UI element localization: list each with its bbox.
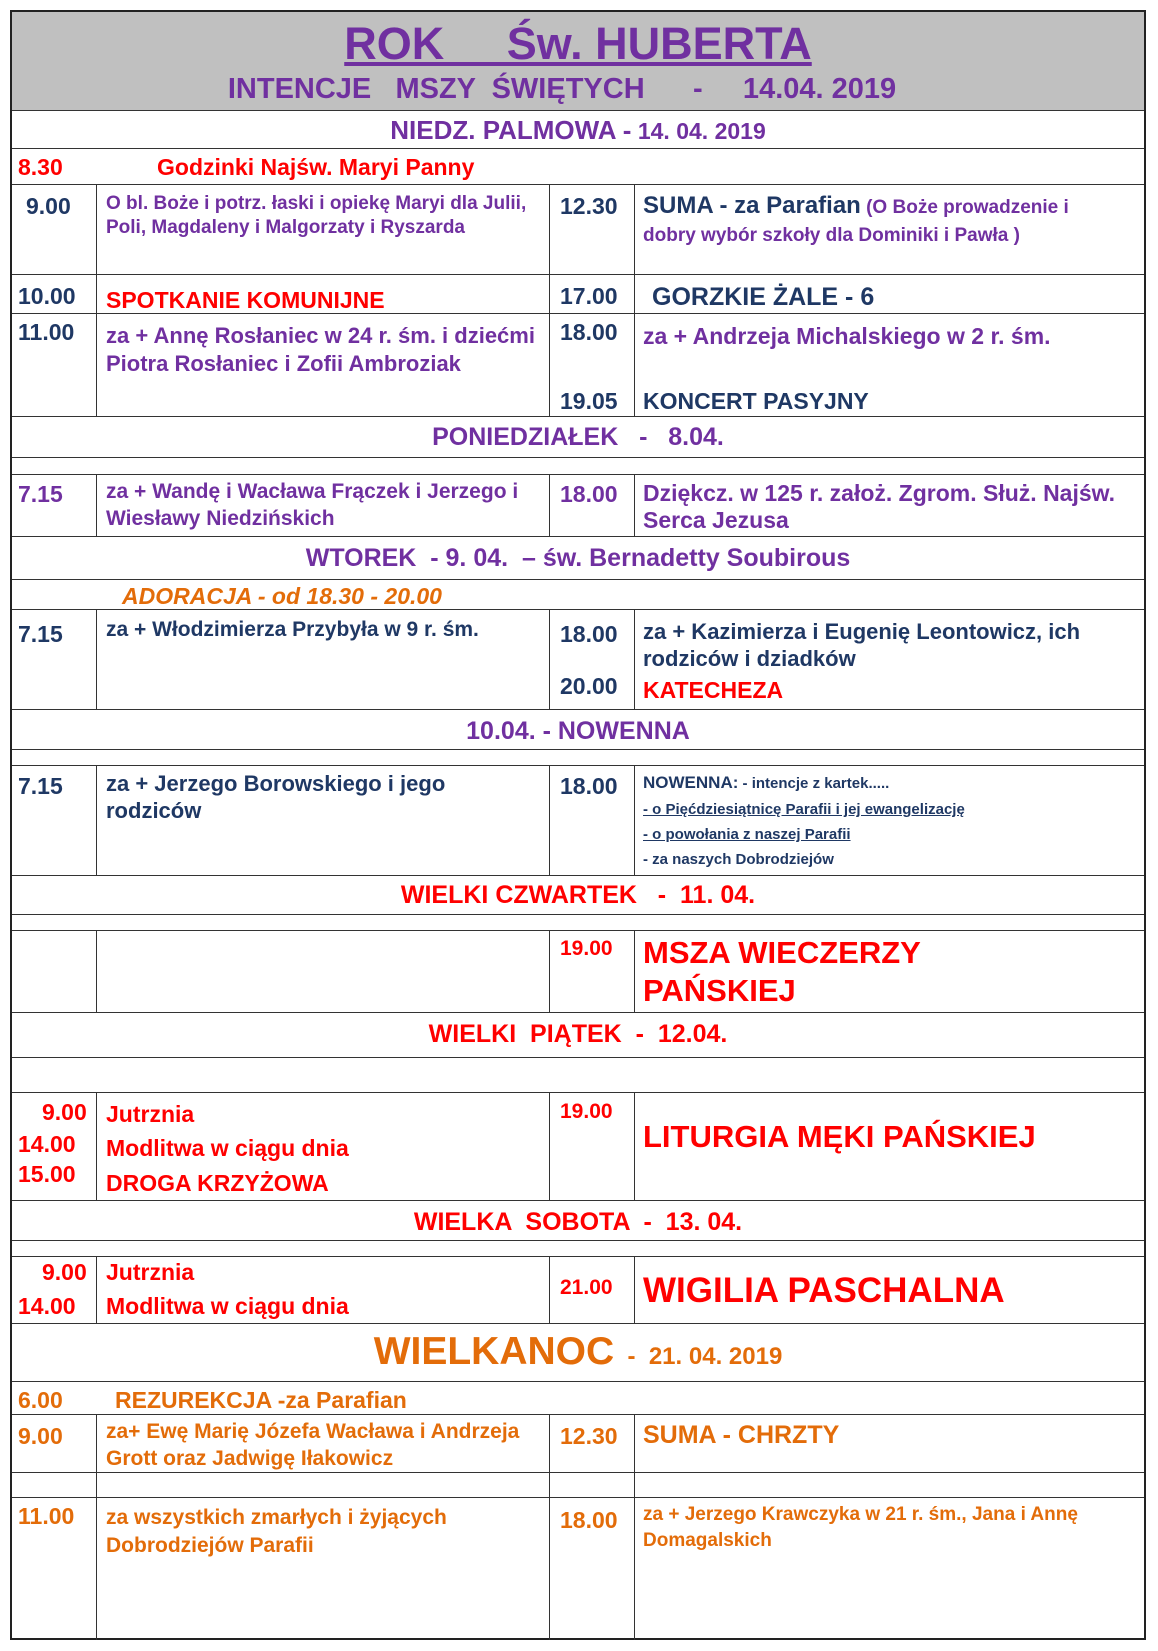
service-1: Jutrznia (106, 1101, 195, 1127)
mass-time: 10.00 (18, 283, 76, 309)
wednesday-heading: 10.04. - NOWENNA (466, 717, 690, 745)
mass-time: 19.00 (560, 1100, 613, 1123)
mass-time: 18.00 (560, 621, 618, 647)
mass-intention: za+ Ewę Marię Józefa Wacława i Andrzeja Grott oraz Jadwigę Iłakowicz (106, 1420, 520, 1470)
mass-intention: MSZA WIECZERZY PAŃSKIEJ (643, 935, 921, 1008)
palm-sunday-date: 14. 04. 2019 (631, 118, 766, 144)
service-3: DROGA KRZYŻOWA (106, 1170, 329, 1196)
service-2: Modlitwa w ciągu dnia (106, 1135, 349, 1161)
mass-time: 19.05 (560, 388, 618, 414)
novena-line-4: - za naszych Dobrodziejów (643, 851, 834, 868)
novena-line-1: - intencje z kartek..... (738, 775, 890, 792)
mass-time: 11.00 (18, 319, 75, 345)
suma-intention (643, 192, 1083, 250)
palm-sunday-heading (12, 114, 1144, 147)
mass-time: 7.15 (18, 773, 63, 799)
mass-intention: KONCERT PASYJNY (643, 388, 869, 414)
holy-saturday-heading: WIELKA SOBOTA - 13. 04. (413, 1208, 743, 1236)
time-2: 14.00 (18, 1293, 76, 1319)
mass-time: 17.00 (560, 283, 618, 309)
mass-time: 21.00 (560, 1276, 613, 1299)
mass-time: 18.00 (560, 481, 618, 507)
easter-date: - 21. 04. 2019 (614, 1343, 783, 1370)
mass-intention: za + Wandę i Wacława Frączek i Jerzego i Wiesławy Niedzińskich (106, 480, 519, 530)
mass-time: 9.00 (26, 193, 71, 219)
novena-line-3: - o powołania z naszej Parafii (643, 826, 851, 843)
service-2: Modlitwa w ciągu dnia (106, 1293, 349, 1319)
mass-intention: SUMA - CHRZTY (643, 1421, 840, 1449)
mass-intention: Dziękcz. w 125 r. założ. Zgrom. Służ. Najśw. Serca Jezusa (643, 480, 1116, 533)
time-1: 9.00 (42, 1099, 87, 1125)
novena-line-2: - o Pięćdziesiątnicę Parafii i jej ewangelizację (643, 801, 965, 818)
godzinki-time: 8.30 (18, 154, 63, 180)
page-subtitle: INTENCJE MSZY ŚWIĘTYCH - 14.04. 2019 (227, 73, 897, 105)
easter-heading (12, 1328, 1144, 1384)
palm-sunday-title: NIEDZ. PALMOWA - (390, 115, 632, 145)
good-friday-heading: WIELKI PIĄTEK - 12.04. (428, 1020, 728, 1048)
mass-time: 18.00 (560, 773, 618, 799)
time-1: 9.00 (42, 1259, 87, 1285)
mass-time: 20.00 (560, 673, 618, 699)
resurrection-time: 6.00 (18, 1387, 63, 1413)
mass-intention: LITURGIA MĘKI PAŃSKIEJ (643, 1119, 1036, 1154)
mass-time: 19.00 (560, 937, 613, 960)
time-3: 15.00 (18, 1161, 76, 1187)
suma-note: (O Boże prowadzenie i dobry wybór szkoły dla Dominiki i Pawła ) (643, 197, 1069, 246)
mass-intention: za wszystkich zmarłych i żyjących Dobrodziejów Parafii (106, 1506, 447, 1557)
monday-heading: PONIEDZIAŁEK - 8.04. (432, 423, 724, 451)
easter-title: WIELKANOC (373, 1330, 615, 1373)
godzinki-text: Godzinki Najśw. Maryi Panny (157, 154, 475, 180)
mass-time: 18.00 (560, 319, 618, 345)
mass-intention: za + Włodzimierza Przybyła w 9 r. śm. (106, 618, 479, 641)
novena-intentions (643, 770, 965, 872)
mass-time: 9.00 (18, 1423, 63, 1449)
resurrection-text: REZUREKCJA -za Parafian (115, 1387, 407, 1413)
mass-intention: O bl. Boże i potrz. łaski i opiekę Maryi dla Julii, Poli, Magdaleny i Malgorzaty i Ryszarda (106, 193, 527, 238)
mass-intention: KATECHEZA (643, 677, 784, 703)
tuesday-heading: WTOREK - 9. 04. – św. Bernadetty Soubirous (305, 544, 851, 572)
mass-time: 7.15 (18, 621, 63, 647)
time-2: 14.00 (18, 1131, 76, 1157)
suma-label: SUMA - za Parafian (643, 192, 861, 219)
mass-intention: za + Jerzego Borowskiego i jego rodziców (106, 771, 446, 823)
adoration-note: ADORACJA - od 18.30 - 20.00 (122, 583, 442, 609)
page-title: ROK Św. HUBERTA (344, 18, 812, 69)
mass-time: 12.30 (560, 1423, 618, 1449)
mass-intention: za + Jerzego Krawczyka w 21 r. śm., Jana i Annę Domagalskich (643, 1504, 1078, 1551)
mass-intention: za + Annę Rosłaniec w 24 r. śm. i dziećmi Piotra Rosłaniec i Zofii Ambroziak (106, 323, 535, 376)
mass-intention: za + Kazimierza i Eugenię Leontowicz, ich rodziców i dziadków (643, 619, 1081, 671)
mass-intention: GORZKIE ŻALE - 6 (652, 283, 875, 311)
mass-time: 11.00 (18, 1503, 75, 1529)
novena-line (643, 770, 965, 797)
service-1: Jutrznia (106, 1259, 195, 1285)
mass-intention: WIGILIA PASCHALNA (643, 1271, 1005, 1310)
mass-time: 12.30 (560, 193, 618, 219)
mass-time: 7.15 (18, 481, 63, 507)
intentions-sheet (10, 10, 1146, 1640)
holy-thursday-heading: WIELKI CZWARTEK - 11. 04. (400, 881, 756, 909)
novena-label: NOWENNA: (643, 773, 739, 792)
mass-time: 18.00 (560, 1507, 618, 1533)
mass-intention: za + Andrzeja Michalskiego w 2 r. śm. (643, 323, 1051, 349)
mass-intention: SPOTKANIE KOMUNIJNE (106, 287, 385, 313)
